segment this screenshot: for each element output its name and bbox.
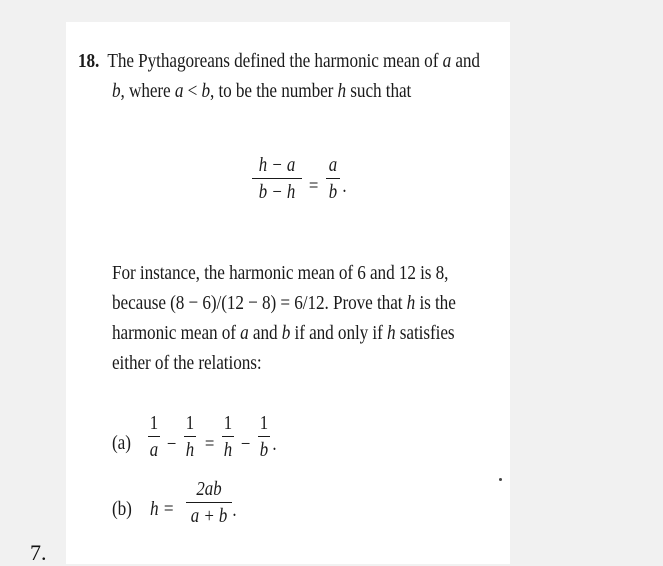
period: .: [272, 433, 277, 455]
part-a-frac-1-over-h: 1 h: [185, 412, 195, 461]
part-b-lhs: h =: [150, 498, 175, 520]
problem-intro-line-1: 18. The Pythagoreans defined the harmonic mean of a and: [78, 50, 480, 72]
instance-line-4: either of the relations:: [112, 352, 262, 374]
period: .: [342, 175, 347, 197]
minus-sign: −: [240, 433, 251, 455]
problem-number: 18.: [78, 50, 100, 72]
definition-rhs-fraction: a b: [326, 154, 340, 203]
part-b-fraction: 2ab a + b: [186, 478, 232, 527]
part-b-label: (b): [112, 498, 132, 520]
part-a-label: (a): [112, 432, 131, 454]
instance-line-2: because (8 − 6)/(12 − 8) = 6/12. Prove that h is the: [112, 292, 456, 314]
stray-mark: [499, 478, 502, 481]
period: .: [232, 499, 237, 521]
minus-sign: −: [166, 433, 177, 455]
instance-line-1: For instance, the harmonic mean of 6 and 12 is 8,: [112, 262, 449, 284]
equals-sign: =: [308, 175, 319, 197]
problem-intro-line-2: b, where a < b, to be the number h such that: [112, 80, 412, 102]
instance-line-3: harmonic mean of a and b if and only if h satisfies: [112, 322, 455, 344]
part-a-frac-1-over-h-2: 1 h: [223, 412, 233, 461]
textbook-page: [66, 22, 510, 564]
part-a-frac-1-over-b: 1 b: [259, 412, 269, 461]
part-a-frac-1-over-a: 1 a: [149, 412, 159, 461]
equals-sign: =: [204, 433, 215, 455]
margin-number: 7.: [30, 540, 47, 565]
definition-lhs-fraction: h − a b − h: [252, 154, 302, 203]
